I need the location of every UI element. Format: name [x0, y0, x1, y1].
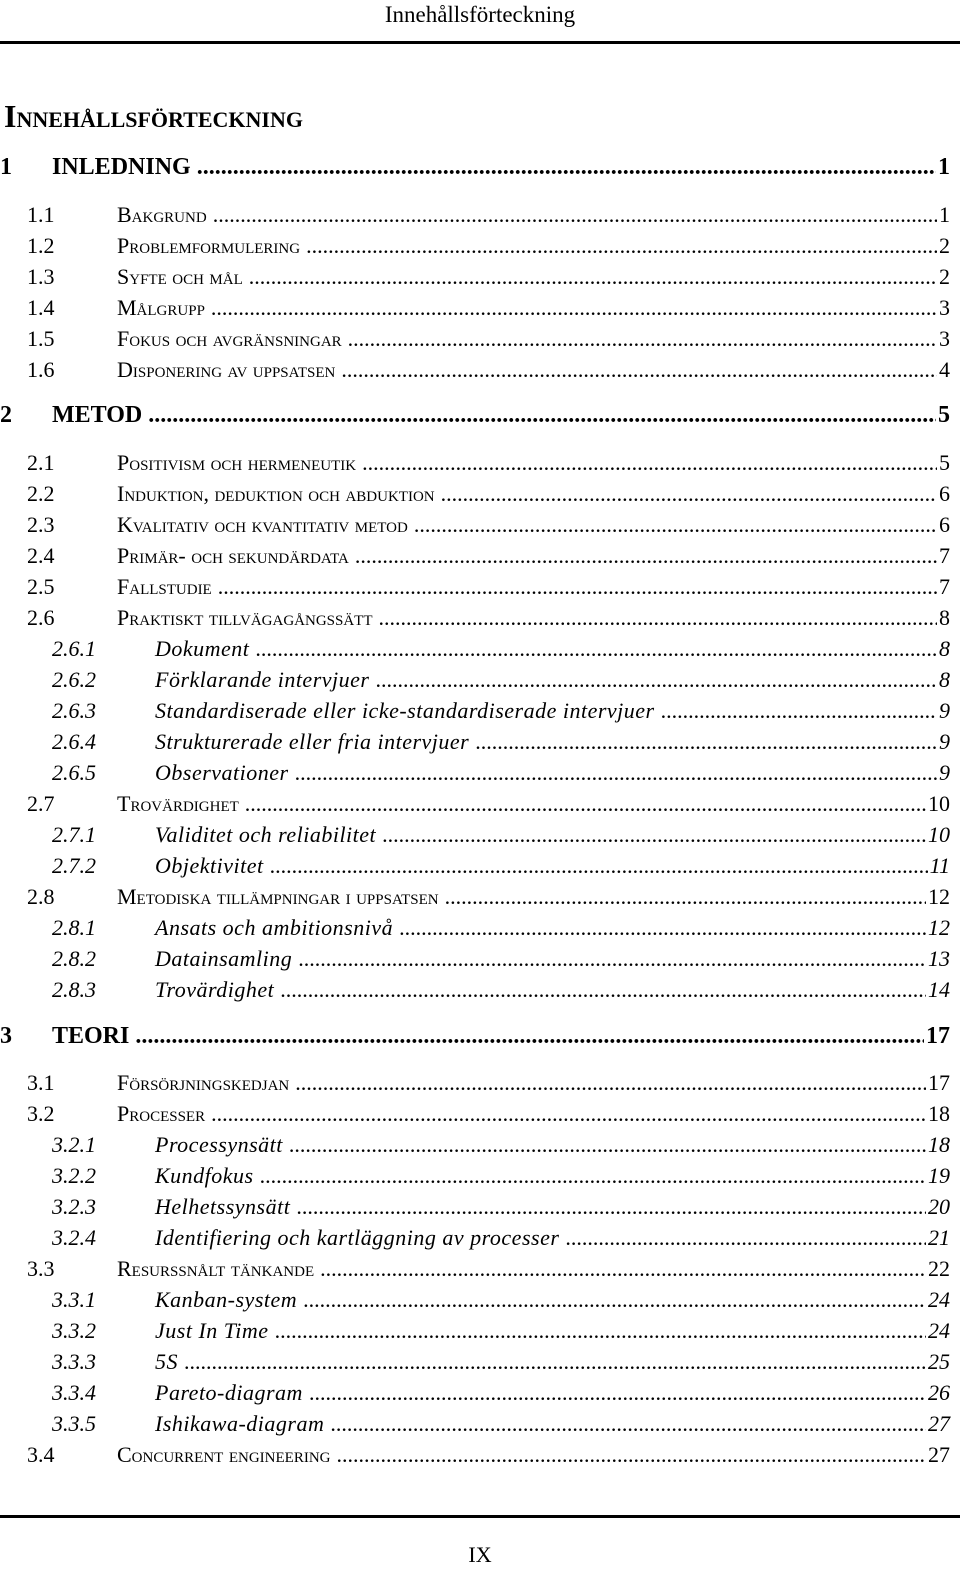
toc-entry-1-5[interactable] — [0, 324, 950, 354]
toc-entry-page: 2 — [939, 264, 950, 289]
toc-entry-page: 3 — [939, 295, 950, 320]
dot-leader — [414, 510, 937, 540]
toc-entry-number: 2.1 — [27, 450, 55, 475]
toc-entry-number: 3.3.3 — [52, 1349, 96, 1374]
toc-entry-number: 3.2.3 — [52, 1194, 96, 1219]
dot-leader — [309, 1378, 926, 1408]
dot-leader — [260, 1161, 926, 1191]
dot-leader — [306, 231, 937, 261]
toc-entry-page: 12 — [928, 915, 950, 940]
dot-leader — [270, 851, 928, 881]
toc-entry-2-6-3[interactable] — [0, 696, 950, 726]
toc-entry-number: 2.8.1 — [52, 915, 96, 940]
toc-entry-number: 2.8.3 — [52, 977, 96, 1002]
dot-leader — [475, 727, 937, 757]
toc-entry-number: 2.5 — [27, 574, 55, 599]
dot-leader — [148, 400, 936, 430]
toc-entry-page: 18 — [928, 1132, 950, 1157]
toc-entry-3[interactable] — [0, 1021, 950, 1051]
dot-leader — [245, 789, 926, 819]
toc-entry-label: Standardiserade eller icke-standardiserade intervjuer — [155, 698, 655, 723]
toc-entry-page: 12 — [928, 884, 950, 909]
toc-entry-page: 2 — [939, 233, 950, 258]
toc-entry-2-6-1[interactable] — [0, 634, 950, 664]
toc-entry-number: 2.4 — [27, 543, 55, 568]
page-number: IX — [468, 1542, 492, 1567]
toc-entry-number: 2.8.2 — [52, 946, 96, 971]
toc-entry-number: 1.4 — [27, 295, 55, 320]
toc-entry-3-3-4[interactable] — [0, 1378, 950, 1408]
dot-leader — [661, 696, 937, 726]
dot-leader — [330, 1409, 926, 1439]
dot-leader — [348, 324, 937, 354]
toc-entry-number: 1.5 — [27, 326, 55, 351]
toc-entry-number: 3.3.2 — [52, 1318, 96, 1343]
toc-entry-label: Concurrent engineering — [117, 1442, 331, 1467]
dot-leader — [211, 293, 937, 323]
toc-entry-number: 3.2.2 — [52, 1163, 96, 1188]
toc-entry-2-4[interactable] — [0, 541, 950, 571]
dot-leader — [382, 820, 926, 850]
toc-entry-label: Ansats och ambitionsnivå — [155, 915, 394, 940]
dot-leader — [289, 1130, 926, 1160]
dot-leader — [320, 1254, 926, 1284]
toc-entry-3-3-3[interactable] — [0, 1347, 950, 1377]
toc-entry-number: 3.2.1 — [52, 1132, 96, 1157]
toc-entry-page: 21 — [928, 1225, 950, 1250]
toc-entry-label: Disponering av uppsatsen — [117, 357, 336, 382]
dot-leader — [441, 479, 937, 509]
toc-entry-label: Fokus och avgränsningar — [117, 326, 342, 351]
toc-entry-label: Praktiskt tillvägagångssätt — [117, 605, 373, 630]
toc-entry-label: Processer — [117, 1101, 206, 1126]
toc-entry-label: Strukturerade eller fria intervjuer — [155, 729, 470, 754]
toc-entry-label: Kvalitativ och kvantitativ metod — [117, 512, 408, 537]
toc-entry-number: 3.2.4 — [52, 1225, 96, 1250]
toc-entry-label: Pareto-diagram — [155, 1380, 303, 1405]
dot-leader — [355, 541, 937, 571]
toc-entry-label: Primär- och sekundärdata — [117, 543, 349, 568]
toc-entry-number: 2.6.4 — [52, 729, 96, 754]
toc-entry-number: 2.7.1 — [52, 822, 96, 847]
toc-entry-2-7[interactable] — [0, 789, 950, 819]
dot-leader — [184, 1347, 926, 1377]
toc-entry-label: Datainsamling — [155, 946, 293, 971]
toc-entry-label: Resurssnålt tänkande — [117, 1256, 315, 1281]
toc-entry-label: Syfte och mål — [117, 264, 243, 289]
toc-entry-label: Problemformulering — [117, 233, 301, 258]
toc-entry-2-6-5[interactable] — [0, 758, 950, 788]
toc-entry-3-3-5[interactable] — [0, 1409, 950, 1439]
toc-entry-page: 1 — [939, 202, 950, 227]
toc-entry-page: 9 — [939, 760, 950, 785]
toc-entry-number: 3.3.1 — [52, 1287, 96, 1312]
toc-entry-3-3[interactable] — [0, 1254, 950, 1284]
toc-entry-2-1[interactable] — [0, 448, 950, 478]
toc-entry-label: Identifiering och kartläggning av processer — [155, 1225, 560, 1250]
toc-entry-number: 3.3 — [27, 1256, 55, 1281]
dot-leader — [298, 944, 926, 974]
toc-entry-number: 1.2 — [27, 233, 55, 258]
dot-leader — [337, 1440, 927, 1470]
toc-entry-page: 11 — [929, 853, 950, 878]
dot-leader — [280, 975, 926, 1005]
toc-entry-label: Helhetssynsätt — [155, 1194, 291, 1219]
toc-entry-label: Målgrupp — [117, 295, 205, 320]
dot-leader — [379, 603, 937, 633]
dot-leader — [218, 572, 937, 602]
toc-entry-label: Bakgrund — [117, 202, 207, 227]
dot-leader — [362, 448, 937, 478]
toc-entry-2-7-2[interactable] — [0, 851, 950, 881]
toc-entry-number: 2.7.2 — [52, 853, 96, 878]
toc-entry-page: 25 — [928, 1349, 950, 1374]
toc-entry-page: 8 — [939, 667, 950, 692]
dot-leader — [275, 1316, 926, 1346]
toc-entry-number: 3.3.5 — [52, 1411, 96, 1436]
toc-entry-number: 3.4 — [27, 1442, 55, 1467]
dot-leader — [255, 634, 937, 664]
toc-title: Innehållsförteckning — [4, 98, 303, 134]
toc-entry-page: 8 — [939, 605, 950, 630]
footer-rule — [0, 1515, 960, 1518]
toc-entry-page: 22 — [928, 1256, 950, 1281]
toc-entry-label: Validitet och reliabilitet — [155, 822, 377, 847]
toc-entry-2-8-3[interactable] — [0, 975, 950, 1005]
toc-entry-page: 10 — [928, 791, 950, 816]
toc-entry-3-2[interactable] — [0, 1099, 950, 1129]
toc-entry-page: 26 — [928, 1380, 950, 1405]
toc-entry-3-1[interactable] — [0, 1068, 950, 1098]
toc-entry-1-4[interactable] — [0, 293, 950, 323]
toc-entry-number: 3.1 — [27, 1070, 55, 1095]
toc-entry-number: 2.7 — [27, 791, 55, 816]
toc-entry-page: 13 — [928, 946, 950, 971]
dot-leader — [211, 1099, 926, 1129]
toc-entry-label: Dokument — [155, 636, 250, 661]
dot-leader — [213, 200, 937, 230]
toc-entry-2-8-2[interactable] — [0, 944, 950, 974]
toc-entry-label: Positivism och hermeneutik — [117, 450, 357, 475]
toc-entry-3-2-2[interactable] — [0, 1161, 950, 1191]
toc-entry-number: 2.6 — [27, 605, 55, 630]
toc-entry-number: 2.3 — [27, 512, 55, 537]
toc-entry-2-5[interactable] — [0, 572, 950, 602]
toc-entry-2-6-2[interactable] — [0, 665, 950, 695]
toc-entry-label: METOD — [52, 402, 143, 428]
toc-entry-page: 6 — [939, 481, 950, 506]
toc-entry-label: Just In Time — [155, 1318, 269, 1343]
toc-entry-number: 3.3.4 — [52, 1380, 96, 1405]
toc-entry-page: 10 — [928, 822, 950, 847]
toc-entry-page: 14 — [928, 977, 950, 1002]
toc-entry-2-8-1[interactable] — [0, 913, 950, 943]
running-header: Innehållsförteckning — [384, 2, 576, 27]
toc-entry-label: Metodiska tillämpningar i uppsatsen — [117, 884, 439, 909]
dot-leader — [135, 1021, 924, 1051]
toc-entry-number: 2.6.5 — [52, 760, 96, 785]
toc-entry-label: Kundfokus — [155, 1163, 254, 1188]
toc-entry-label: Försörjningskedjan — [117, 1070, 290, 1095]
toc-entry-1-1[interactable] — [0, 200, 950, 230]
toc-entry-page: 18 — [928, 1101, 950, 1126]
toc-entry-3-4[interactable] — [0, 1440, 950, 1470]
dot-leader — [399, 913, 926, 943]
toc-entry-number: 3.2 — [27, 1101, 55, 1126]
dot-leader — [249, 262, 937, 292]
toc-entry-page: 5 — [938, 402, 950, 428]
toc-entry-page: 20 — [928, 1194, 950, 1219]
toc-entry-3-3-1[interactable] — [0, 1285, 950, 1315]
toc-entry-3-2-4[interactable] — [0, 1223, 950, 1253]
toc-entry-label: 5S — [155, 1349, 178, 1374]
toc-entry-number: 2 — [0, 402, 12, 428]
toc-entry-3-2-3[interactable] — [0, 1192, 950, 1222]
dot-leader — [296, 1192, 926, 1222]
toc-entry-number: 2.6.2 — [52, 667, 96, 692]
toc-entry-3-3-2[interactable] — [0, 1316, 950, 1346]
toc-entry-page: 24 — [928, 1318, 950, 1343]
toc-entry-page: 5 — [939, 450, 950, 475]
toc-entry-page: 27 — [928, 1411, 950, 1436]
toc-entry-label: Trovärdighet — [155, 977, 275, 1002]
toc-entry-number: 1.3 — [27, 264, 55, 289]
toc-entry-label: INLEDNING — [52, 154, 191, 180]
toc-entry-label: Trovärdighet — [117, 791, 239, 816]
toc-entry-2-3[interactable] — [0, 510, 950, 540]
toc-entry-page: 27 — [928, 1442, 950, 1467]
toc-entry-label: TEORI — [52, 1023, 130, 1049]
dot-leader — [303, 1285, 926, 1315]
toc-entry-number: 2.6.3 — [52, 698, 96, 723]
toc-entry-number: 2.6.1 — [52, 636, 96, 661]
toc-entry-label: Fallstudie — [117, 574, 212, 599]
toc-entry-number: 1.6 — [27, 357, 55, 382]
toc-entry-number: 3 — [0, 1023, 12, 1049]
toc-entry-1[interactable] — [0, 152, 950, 182]
toc-entry-label: Ishikawa-diagram — [155, 1411, 325, 1436]
toc-entry-page: 1 — [938, 154, 950, 180]
toc-entry-label: Objektivitet — [155, 853, 264, 878]
dot-leader — [295, 1068, 926, 1098]
toc-entry-1-6[interactable] — [0, 355, 950, 385]
toc-entry-label: Förklarande intervjuer — [155, 667, 370, 692]
toc-entry-label: Kanban-system — [155, 1287, 298, 1312]
toc-entry-page: 17 — [928, 1070, 950, 1095]
dot-leader — [197, 152, 936, 182]
toc-entry-number: 1.1 — [27, 202, 55, 227]
toc-entry-page: 4 — [939, 357, 950, 382]
toc-entry-page: 17 — [926, 1023, 950, 1049]
toc-entry-page: 9 — [939, 729, 950, 754]
toc-entry-label: Processynsätt — [155, 1132, 283, 1157]
toc-entry-1-3[interactable] — [0, 262, 950, 292]
toc-entry-page: 24 — [928, 1287, 950, 1312]
toc-entry-label: Observationer — [155, 760, 289, 785]
toc-entry-label: Induktion, deduktion och abduktion — [117, 481, 435, 506]
toc-entry-page: 8 — [939, 636, 950, 661]
dot-leader — [565, 1223, 926, 1253]
dot-leader — [445, 882, 926, 912]
toc-entry-page: 9 — [939, 698, 950, 723]
toc-entry-2-6-4[interactable] — [0, 727, 950, 757]
toc-entry-number: 1 — [0, 154, 12, 180]
toc-entry-2-6[interactable] — [0, 603, 950, 633]
toc-entry-2-7-1[interactable] — [0, 820, 950, 850]
toc-entry-2-8[interactable] — [0, 882, 950, 912]
toc-entry-number: 2.2 — [27, 481, 55, 506]
dot-leader — [295, 758, 937, 788]
toc-entry-2[interactable] — [0, 400, 950, 430]
toc-entry-2-2[interactable] — [0, 479, 950, 509]
dot-leader — [341, 355, 937, 385]
toc-entry-1-2[interactable] — [0, 231, 950, 261]
toc-entry-page: 7 — [939, 543, 950, 568]
toc-entry-number: 2.8 — [27, 884, 55, 909]
toc-entry-page: 6 — [939, 512, 950, 537]
toc-entry-page: 7 — [939, 574, 950, 599]
toc-entry-page: 19 — [928, 1163, 950, 1188]
toc-entry-3-2-1[interactable] — [0, 1130, 950, 1160]
toc-entry-page: 3 — [939, 326, 950, 351]
dot-leader — [375, 665, 937, 695]
